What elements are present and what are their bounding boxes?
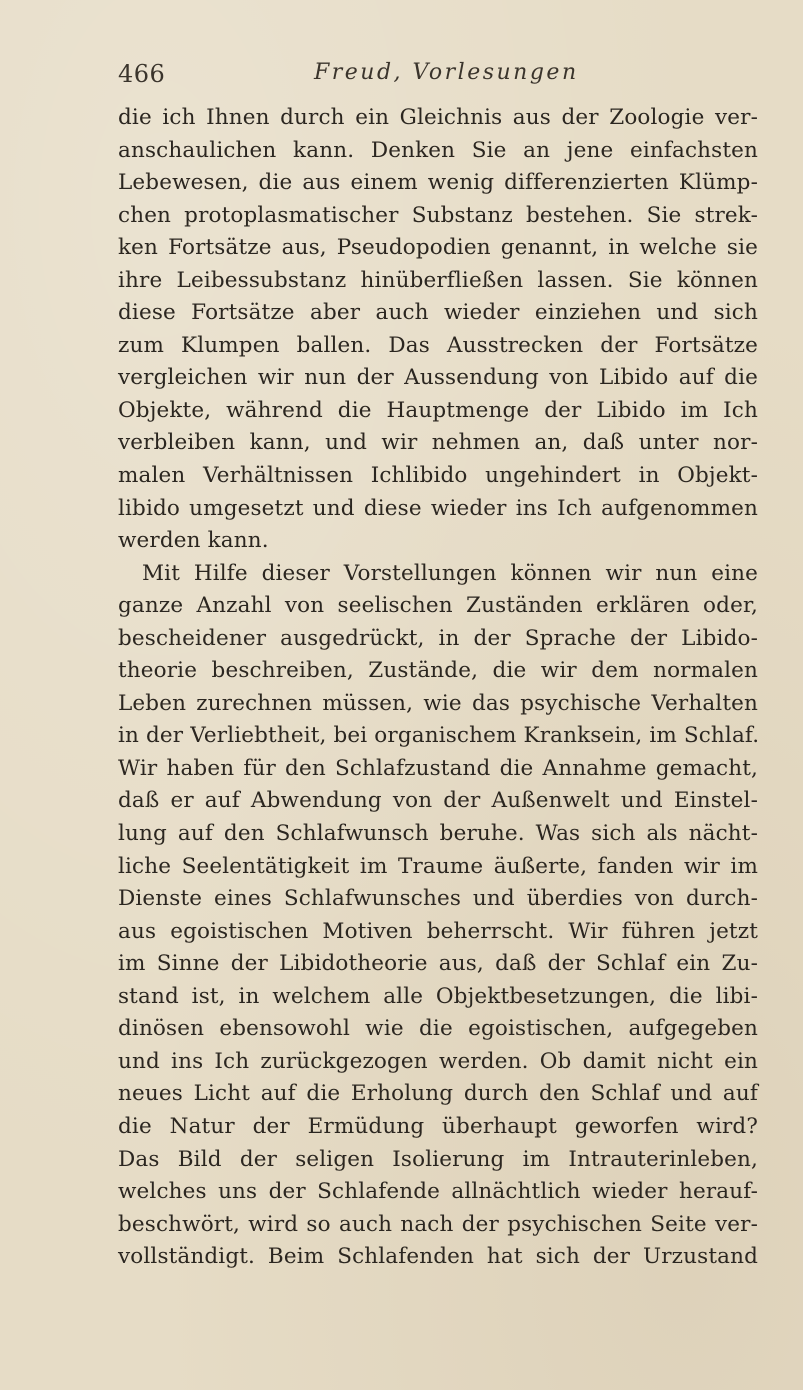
running-title: Freud, Vorlesungen xyxy=(314,60,579,85)
text-line: vollständigt. Beim Schlafenden hat sich der Urzustand xyxy=(118,1244,758,1270)
text-line: aus egoistischen Motiven beherrscht. Wir führen jetzt xyxy=(118,918,758,944)
text-line: Wir haben für den Schlafzustand die Annahme gemacht, xyxy=(118,755,758,781)
text-line: die ich Ihnen durch ein Gleichnis aus der Zoologie ver- xyxy=(118,105,758,130)
text-line: ken Fortsätze aus, Pseudopodien genannt, in welche sie xyxy=(118,235,758,261)
text-line: Lebewesen, die aus einem wenig differenzierten Klümp- xyxy=(118,170,758,196)
text-line: in der Verliebtheit, bei organischem Kranksein, im Schlaf. xyxy=(118,723,760,749)
text-line: anschaulichen kann. Denken Sie an jene einfachsten xyxy=(118,137,758,163)
text-line: Das Bild der seligen Isolierung im Intrauterinleben, xyxy=(118,1146,758,1172)
text-line: lung auf den Schlafwunsch beruhe. Was sich als nächt- xyxy=(118,821,758,847)
text-line: neues Licht auf die Erholung durch den Schlaf und auf xyxy=(118,1081,758,1107)
paragraph-start-line: Mit Hilfe dieser Vorstellungen können wir nun eine xyxy=(142,560,758,586)
page-number: 466 xyxy=(118,60,166,88)
text-line: die Natur der Ermüdung überhaupt geworfen wird? xyxy=(118,1113,758,1139)
text-line: Leben zurechnen müssen, wie das psychische Verhalten xyxy=(118,690,758,716)
text-line: ihre Leibessubstanz hinüberfließen lassen. Sie können xyxy=(118,267,758,293)
text-line: verbleiben kann, und wir nehmen an, daß unter nor- xyxy=(118,430,758,456)
text-line: Objekte, während die Hauptmenge der Libido im Ich xyxy=(118,397,758,423)
text-line: beschwört, wird so auch nach der psychischen Seite ver- xyxy=(118,1211,758,1237)
text-line: vergleichen wir nun der Aussendung von Libido auf die xyxy=(118,365,758,391)
text-line: libido umgesetzt und diese wieder ins Ich aufgenommen xyxy=(118,495,758,521)
text-line: welches uns der Schlafende allnächtlich wieder herauf- xyxy=(118,1179,758,1205)
running-head xyxy=(118,60,758,96)
text-line: daß er auf Abwendung von der Außenwelt und Einstel- xyxy=(118,788,758,814)
text-line: im Sinne der Libidotheorie aus, daß der Schlaf ein Zu- xyxy=(118,951,758,977)
text-line: stand ist, in welchem alle Objektbesetzungen, die libi- xyxy=(118,983,758,1009)
text-line: chen protoplasmatischer Substanz bestehen. Sie strek- xyxy=(118,202,758,228)
text-line: diese Fortsätze aber auch wieder einziehen und sich xyxy=(118,300,758,326)
body-text xyxy=(118,102,758,1274)
text-line: malen Verhältnissen Ichlibido ungehindert in Objekt- xyxy=(118,463,758,489)
text-line: ganze Anzahl von seelischen Zuständen erklären oder, xyxy=(118,593,758,619)
text-line: liche Seelentätigkeit im Traume äußerte, fanden wir im xyxy=(118,853,758,879)
text-line: dinösen ebensowohl wie die egoistischen, aufgegeben xyxy=(118,1016,758,1042)
text-line: Dienste eines Schlafwunsches und überdies von durch- xyxy=(118,886,758,912)
paragraph-end-line: werden kann. xyxy=(118,528,269,554)
text-line: bescheidener ausgedrückt, in der Sprache der Libido- xyxy=(118,625,758,651)
text-line: zum Klumpen ballen. Das Ausstrecken der Fortsätze xyxy=(118,332,758,358)
text-line: theorie beschreiben, Zustände, die wir dem normalen xyxy=(118,658,758,684)
text-line: und ins Ich zurückgezogen werden. Ob damit nicht ein xyxy=(118,1048,758,1074)
